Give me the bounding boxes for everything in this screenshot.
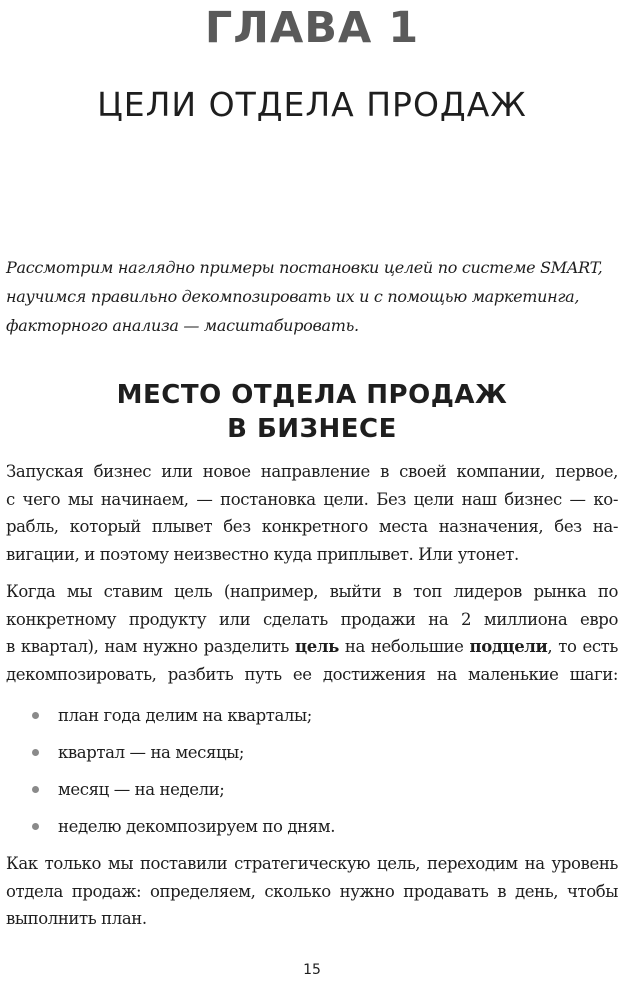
paragraph-line: отдела продаж: определяем, сколько нужно продавать в день, чтобы — [6, 881, 618, 901]
text-run: , то есть — [547, 637, 618, 656]
section-heading-line: В БИЗНЕСЕ — [227, 414, 397, 444]
chapter-title: ЦЕЛИ ОТДЕЛА ПРОДАЖ — [97, 85, 527, 124]
intro-line: Рассмотрим наглядно примеры постановки целей по системе SMART, — [6, 258, 603, 277]
list-item — [30, 771, 590, 808]
paragraph-decomposition — [6, 578, 618, 688]
paragraph-startup-goal — [6, 458, 618, 568]
list-item — [30, 808, 590, 845]
text-run: в квартал), нам нужно разделить — [6, 637, 295, 656]
list-item-text: месяц — на недели; — [58, 780, 225, 799]
chapter-intro — [6, 253, 618, 340]
section-heading — [0, 378, 624, 446]
bullet-dot-icon — [32, 749, 39, 756]
list-item — [30, 734, 590, 771]
paragraph-line: конкретному продукту или сделать продажи на 2 миллиона евро — [6, 609, 618, 629]
paragraph-line: Когда мы ставим цель (например, выйти в топ лидеров рынка по — [6, 582, 618, 601]
chapter-label: ГЛАВА 1 — [204, 3, 420, 53]
section-heading-line: МЕСТО ОТДЕЛА ПРОДАЖ — [116, 380, 508, 410]
intro-line: научимся правильно декомпозировать их и с помощью маркетинга, — [6, 287, 580, 306]
list-item-text: план года делим на кварталы; — [58, 706, 312, 725]
text-run: на небольшие — [338, 637, 470, 656]
bold-term-subgoals: подцели — [469, 637, 548, 656]
list-item-text: неделю декомпозируем по дням. — [58, 817, 336, 836]
intro-line: факторного анализа — масштабировать. — [6, 316, 359, 335]
paragraph-line: Запуская бизнес или новое направление в своей компании, первое, — [6, 462, 618, 481]
list-item-text: квартал — на месяцы; — [58, 743, 245, 762]
paragraph-line: с чего мы начинаем, — постановка цели. Без цели наш бизнес — ко- — [6, 489, 618, 509]
paragraph-sales-level — [6, 850, 618, 933]
paragraph-line — [6, 633, 618, 661]
list-item — [30, 697, 590, 734]
paragraph-line: декомпозировать, разбить путь ее достижения на маленькие шаги: — [6, 664, 618, 684]
bullet-dot-icon — [32, 786, 39, 793]
paragraph-line: вигации, и поэтому неизвестно куда приплывет. Или утонет. — [6, 544, 519, 564]
paragraph-line: Как только мы поставили стратегическую цель, переходим на уровень — [6, 854, 618, 873]
bullet-dot-icon — [32, 823, 39, 830]
bold-term-goal: цель — [294, 637, 339, 656]
decomposition-list — [30, 697, 590, 845]
bullet-dot-icon — [32, 712, 39, 719]
page-number: 15 — [303, 962, 321, 978]
paragraph-line: рабль, который плывет без конкретного места назначения, без на- — [6, 517, 618, 536]
paragraph-line: выполнить план. — [6, 909, 147, 928]
